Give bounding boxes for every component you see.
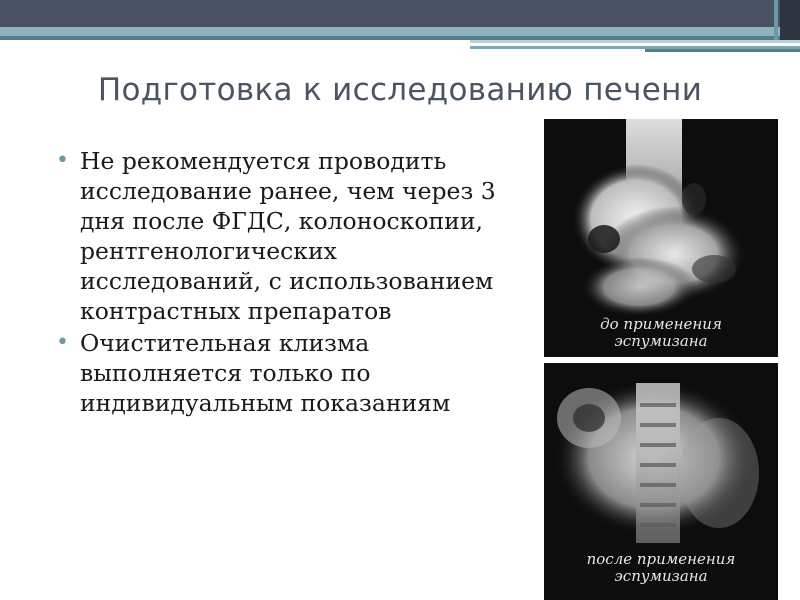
xray-after-caption — [544, 551, 778, 585]
caption-line: эспумизана — [614, 567, 708, 585]
xray-image-after — [544, 363, 778, 600]
bullet-item — [56, 328, 508, 418]
bullet-item — [56, 146, 508, 326]
bullet-text: Очистительная клизма выполняется только по индивидуальным показаниям — [80, 329, 451, 417]
bullet-icon: • — [56, 148, 69, 173]
bullet-list — [56, 146, 508, 420]
decorative-header-band — [0, 0, 800, 52]
caption-line: до применения — [600, 315, 722, 333]
xray-image-before — [544, 119, 778, 357]
caption-line: эспумизана — [614, 332, 708, 350]
caption-line: после применения — [586, 550, 736, 568]
slide-title: Подготовка к исследованию печени — [97, 72, 703, 108]
bullet-icon: • — [56, 330, 69, 355]
xray-before-caption — [544, 316, 778, 350]
bullet-text: Не рекомендуется проводить исследование ранее, чем через 3 дня после ФГДС, колоноскопии, рентгенологических исследований, с использованием контрастных препаратов — [80, 147, 496, 325]
